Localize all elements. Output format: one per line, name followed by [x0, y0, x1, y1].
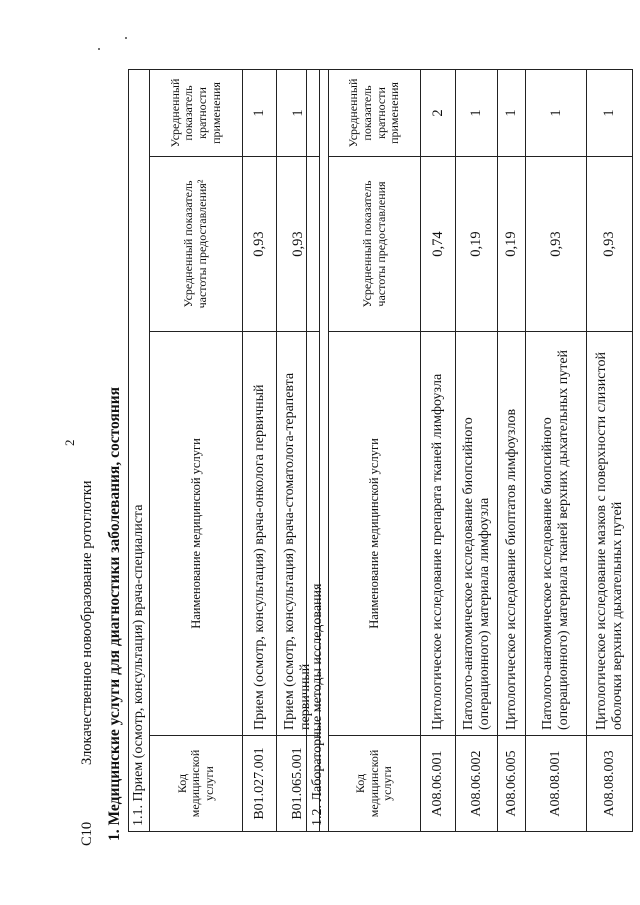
frequency-value: 0,93	[277, 157, 320, 332]
table-row	[243, 69, 277, 831]
multiplicity-value: 1	[526, 69, 587, 156]
service-name: Цитологическое исследование мазков с поверхности слизистой оболочки верхних дыхательных путей	[587, 332, 633, 736]
diagnosis-code: C10	[79, 821, 95, 846]
column-header-frequency: Усредненный показатель частоты предоставления²	[150, 157, 243, 332]
service-code: A08.08.001	[526, 736, 587, 832]
multiplicity-value: 2	[421, 69, 456, 156]
table-row	[456, 69, 498, 831]
table-row	[526, 69, 587, 831]
frequency-value: 0,74	[421, 157, 456, 332]
scan-speck	[98, 48, 100, 50]
column-header-multiplicity: Усредненный показатель кратности применения	[329, 69, 421, 156]
table-subtitle: 1.2. Лабораторные методы исследования	[307, 69, 329, 831]
lab-methods-table	[306, 69, 633, 832]
frequency-value: 0,93	[526, 157, 587, 332]
section-title: 1. Медицинские услуги для диагностики заболевания, состояния	[106, 386, 123, 841]
table-header-row	[329, 69, 421, 831]
multiplicity-value: 1	[456, 69, 498, 156]
column-header-name: Наименование медицинской услуги	[329, 332, 421, 736]
column-header-frequency: Усредненный показатель частоты предоставления	[329, 157, 421, 332]
table-row	[498, 69, 526, 831]
service-name: Патолого-анатомическое исследование биопсийного (операционного) материала лимфоузла	[456, 332, 498, 736]
multiplicity-value: 1	[498, 69, 526, 156]
table-row	[587, 69, 633, 831]
service-code: A08.06.002	[456, 736, 498, 832]
frequency-value: 0,19	[456, 157, 498, 332]
service-code: B01.065.001	[277, 736, 320, 832]
frequency-value: 0,19	[498, 157, 526, 332]
service-name: Цитологическое исследование биоптатов лимфоузлов	[498, 332, 526, 736]
table-subtitle-row	[129, 69, 150, 831]
table-subtitle-row	[307, 69, 329, 831]
frequency-value: 0,93	[587, 157, 633, 332]
table-row	[421, 69, 456, 831]
table-header-row	[150, 69, 243, 831]
diagnosis-title: Злокачественное новообразование ротоглотки	[79, 480, 95, 765]
service-code: A08.08.003	[587, 736, 633, 832]
multiplicity-value: 1	[277, 69, 320, 156]
column-header-code: Код медицинской услуги	[329, 736, 421, 832]
column-header-code: Код медицинской услуги	[150, 736, 243, 832]
service-code: B01.027.001	[243, 736, 277, 832]
frequency-value: 0,93	[243, 157, 277, 332]
service-code: A08.06.001	[421, 736, 456, 832]
service-name: Прием (осмотр, консультация) врача-онколога первичный	[243, 332, 277, 736]
column-header-multiplicity: Усредненный показатель кратности применения	[150, 69, 243, 156]
column-header-name: Наименование медицинской услуги	[150, 332, 243, 736]
service-name: Прием (осмотр, консультация) врача-стоматолога-терапевта первичный	[277, 332, 320, 736]
consultation-table	[128, 69, 320, 832]
service-code: A08.06.005	[498, 736, 526, 832]
multiplicity-value: 1	[243, 69, 277, 156]
scan-speck	[125, 37, 127, 39]
service-name: Патолого-анатомическое исследование биопсийного (операционного) материала тканей верхних дыхательных путей	[526, 332, 587, 736]
page-number: 2	[62, 439, 77, 446]
multiplicity-value: 1	[587, 69, 633, 156]
service-name: Цитологическое исследование препарата тканей лимфоузла	[421, 332, 456, 736]
table-subtitle: 1.1. Прием (осмотр, консультация) врача-специалиста	[129, 69, 150, 831]
